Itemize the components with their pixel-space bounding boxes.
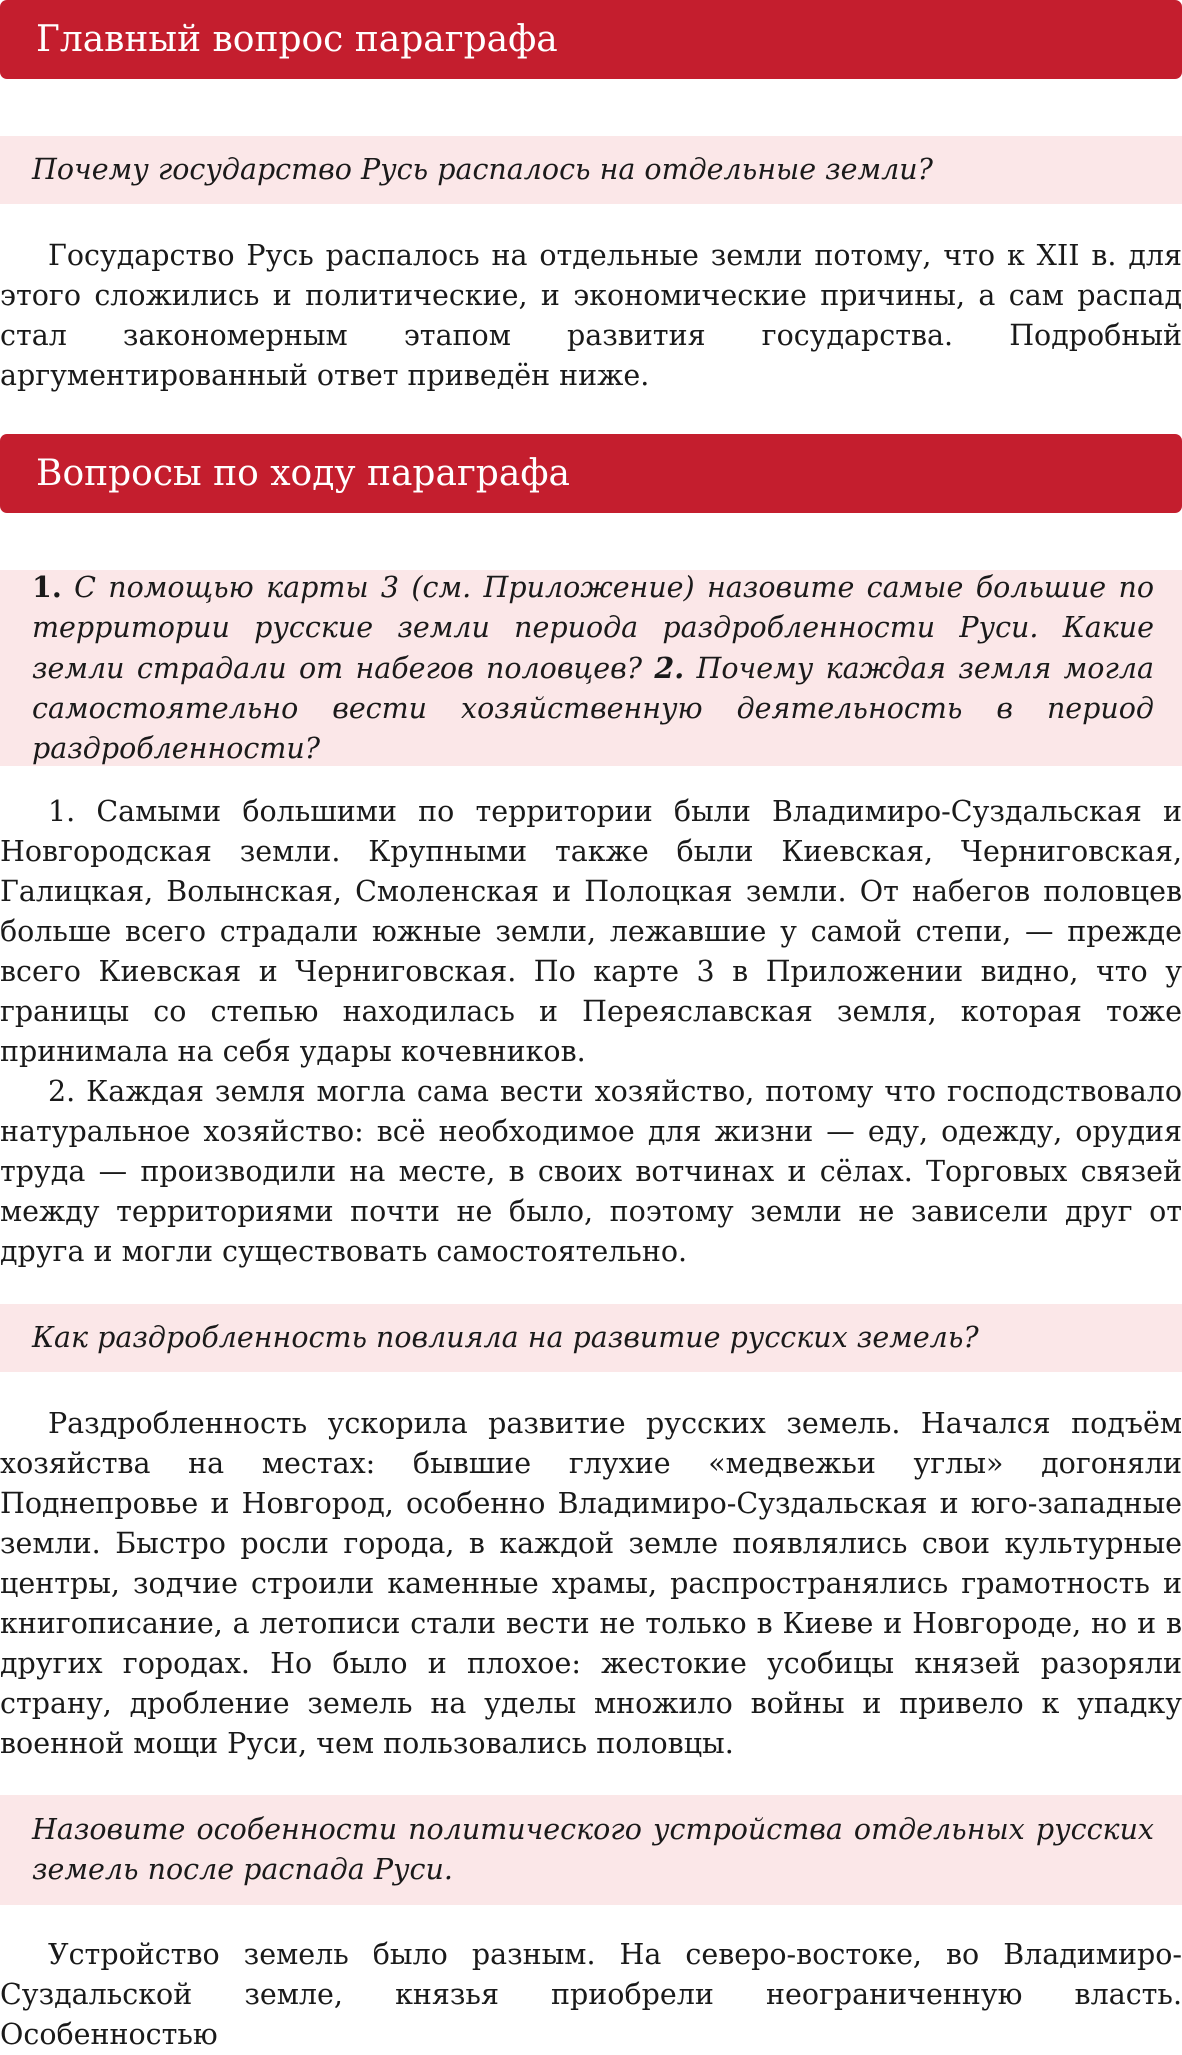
question-part: Почему каждая земля могла самостоятельно вести хозяйственную деятельность в период раздробленности? [32,652,1154,765]
answer-text [0,1935,1182,2055]
answer-paragraph: Устройство земель было разным. На северо-востоке, во Владимиро-Суздальской земле, князья приобрели неограниченную власть. Особенностью [0,1938,1182,2051]
section-title: Вопросы по ходу параграфа [36,453,570,494]
answer-text [0,1404,1182,1764]
question-box [0,1795,1182,1905]
section-header-main-question [0,0,1182,79]
question-text: Почему государство Русь распалось на отдельные земли? [32,153,933,186]
answer-paragraph: Государство Русь распалось на отдельные земли потому, что к XII в. для этого сложились и политические, и экономические причины, а сам распад стал закономерным этапом развития государства. Подробный аргументированный ответ приведён ниже. [0,239,1182,392]
section-title: Главный вопрос параграфа [36,19,558,60]
answer-paragraph: 1. Самыми большими по территории были Владимиро-Суздальская и Новгородская земли. Крупными также были Киевская, Черниговская, Галицкая, Волынская, Смоленская и Полоцкая земли. От набегов половцев больше всего страдали южные земли, лежавшие у самой степи, — прежде всего Киевская и Черниговская. По карте 3 в Приложении видно, что у границы со степью находилась и Переяславская земля, которая тоже принимала на себя удары кочевников. [0,795,1182,1068]
question-box [0,570,1182,766]
question-text: Назовите особенности политического устройства отдельных русских земель после распада Руси. [32,1813,1154,1886]
question-box [0,136,1182,204]
section-header-questions [0,434,1182,513]
answer-paragraph: Раздробленность ускорила развитие русских земель. Начался подъём хозяйства на местах: бывшие глухие «медвежьи углы» догоняли Поднепровье и Новгород, особенно Владимиро-Суздальская и юго-западные земли. Быстро росли города, в каждой земле появлялись свои культурные центры, зодчие строили каменные храмы, распространялись грамотность и книгописание, а летописи стали вести не только в Киеве и Новгороде, но и в других городах. Но было и плохое: жестокие усобицы князей разоряли страну, дробление земель на уделы множило войны и привело к упадку военной мощи Руси, чем пользовались половцы. [0,1407,1182,1760]
question-box [0,1304,1182,1372]
answer-text [0,236,1182,396]
answer-text [0,792,1182,1272]
question-number: 2. [654,651,685,685]
question-text [32,567,1154,769]
question-part: С помощью карты 3 (см. Приложение) назовите самые большие по территории русские земли периода раздробленности Руси. Какие земли страдали от набегов половцев? [32,571,1154,685]
question-text: Как раздробленность повлияла на развитие русских земель? [32,1321,979,1354]
question-number: 1. [32,570,62,604]
answer-paragraph: 2. Каждая земля могла сама вести хозяйство, потому что господствовало натуральное хозяйство: всё необходимое для жизни — еду, одежду, орудия труда — производили на месте, в своих вотчинах и сёлах. Торговых связей между территориями почти не было, поэтому земли не зависели друг от друга и могли существовать самостоятельно. [0,1075,1182,1268]
